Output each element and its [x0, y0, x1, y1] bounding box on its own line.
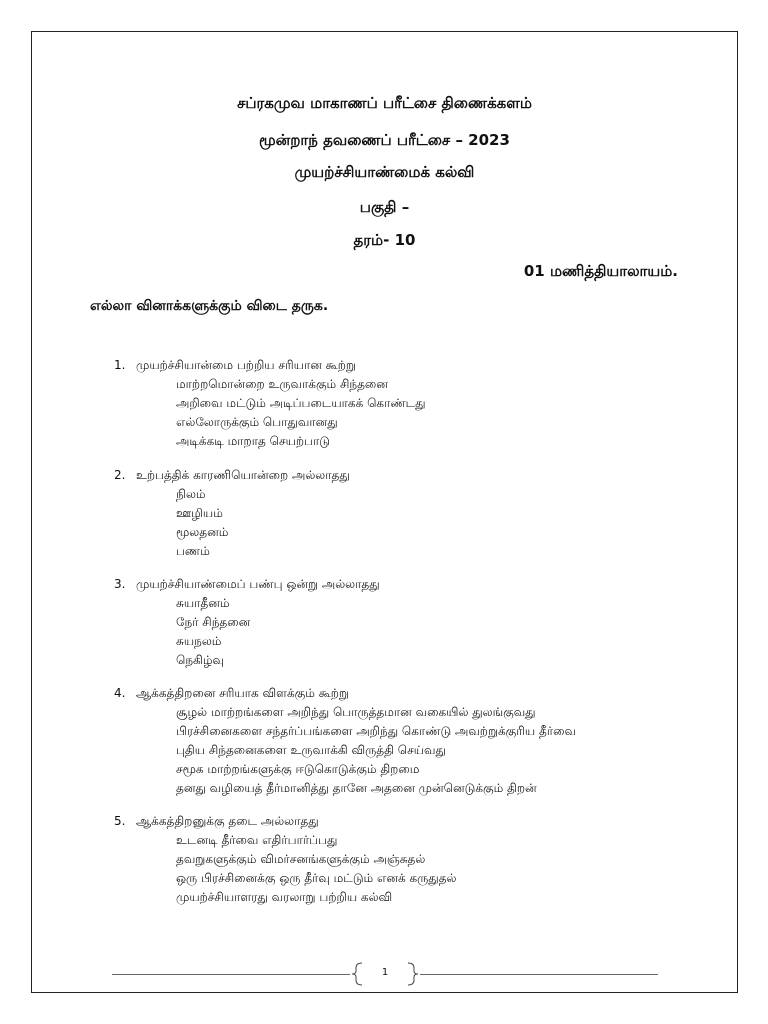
subject-title: முயற்ச்சியாண்மைக் கல்வி	[294, 163, 475, 181]
question-stem	[114, 356, 714, 375]
footer-rule-right	[420, 974, 658, 975]
page-footer	[112, 962, 658, 986]
option: மாற்றமொன்றை உருவாக்கும் சிந்தனை	[176, 377, 388, 391]
question-5	[114, 812, 714, 907]
question-number: 1.	[114, 358, 126, 372]
question-number: 5.	[114, 814, 126, 828]
option: எல்லோருக்கும் பொதுவானது	[176, 415, 338, 429]
exam-title: மூன்றாந் தவணைப் பரீட்சை – 2023	[259, 131, 510, 149]
option: நிலம்	[176, 487, 206, 501]
option: தவறுகளுக்கும் விமர்சனங்களுக்கும் அஞ்சுதல்	[176, 852, 426, 866]
question-text: முயற்ச்சியான்மை பற்றிய சரியான கூற்று	[136, 358, 356, 372]
option: அறிவை மட்டும் அடிப்படையாகக் கொண்டது	[176, 396, 426, 410]
part-label: பகுதி –	[359, 198, 410, 216]
question-text: முயற்ச்சியாண்மைப் பண்பு ஒன்று அல்லாதது	[136, 577, 380, 591]
option: சுயநலம்	[176, 634, 222, 648]
question-2	[114, 466, 714, 561]
question-number: 3.	[114, 577, 126, 591]
option: சுயாதீனம்	[176, 596, 230, 610]
option: மூலதனம்	[176, 525, 229, 539]
instruction-text: எல்லா வினாக்களுக்கும் விடை தருக.	[90, 298, 329, 314]
question-text: ஆக்கத்திறனை சரியாக விளக்கும் கூற்று	[136, 686, 349, 700]
duration-label: 01 மணித்தியாலாயம்.	[523, 262, 678, 280]
option: சூழல் மாற்றங்களை அறிந்து பொருத்தமான வகையில் துலங்குவது	[176, 705, 536, 719]
option-list	[114, 375, 714, 451]
question-number: 4.	[114, 686, 126, 700]
question-number: 2.	[114, 468, 126, 482]
option-list	[114, 831, 714, 907]
footer-rule-left	[112, 974, 350, 975]
question-stem	[114, 466, 714, 485]
option: அடிக்கடி மாறாத செயற்பாடு	[176, 434, 330, 448]
option-list	[114, 703, 714, 798]
option: உடனடி தீர்வை எதிர்பார்ப்பது	[176, 833, 338, 847]
page-number-bracket	[350, 962, 420, 986]
option: நெகிழ்வு	[176, 653, 225, 667]
question-stem	[114, 575, 714, 594]
option: தனது வழியைத் தீர்மானித்து தானே அதனை முன்னெடுக்கும் திறன்	[176, 781, 537, 795]
option-list	[114, 594, 714, 670]
option: முயற்ச்சியாளரது வரலாறு பற்றிய கல்வி	[176, 890, 393, 904]
option-list	[114, 485, 714, 561]
option: ஒரு பிரச்சினைக்கு ஒரு தீர்வு மட்டும் எனக் கருதுதல்	[176, 871, 457, 885]
question-4	[114, 684, 714, 798]
question-stem	[114, 684, 714, 703]
option: சமூக மாற்றங்களுக்கு ஈடுகொடுக்கும் திறமை	[176, 762, 420, 776]
question-1	[114, 356, 714, 451]
grade-label: தரம்- 10	[353, 231, 416, 249]
page-number: 1	[381, 967, 389, 978]
option: ஊழியம்	[176, 506, 223, 520]
option: நேர் சிந்தனை	[176, 615, 251, 629]
question-text: ஆக்கத்திறனுக்கு தடை அல்லாதது	[136, 814, 319, 828]
question-text: உற்பத்திக் காரணியொன்றை அல்லாதது	[136, 468, 350, 482]
question-stem	[114, 812, 714, 831]
question-3	[114, 575, 714, 670]
option: புதிய சிந்தனைகளை உருவாக்கி விருத்தி செய்வது	[176, 743, 446, 757]
option: பிரச்சினைகளை சந்தர்ப்பங்களை அறிந்து கொண்டு அவற்றுக்குரிய தீர்வை	[176, 724, 576, 738]
department-title: சப்ரகமுவ மாகாணப் பரீட்சை திணைக்களம்	[237, 94, 532, 112]
option: பணம்	[176, 544, 210, 558]
